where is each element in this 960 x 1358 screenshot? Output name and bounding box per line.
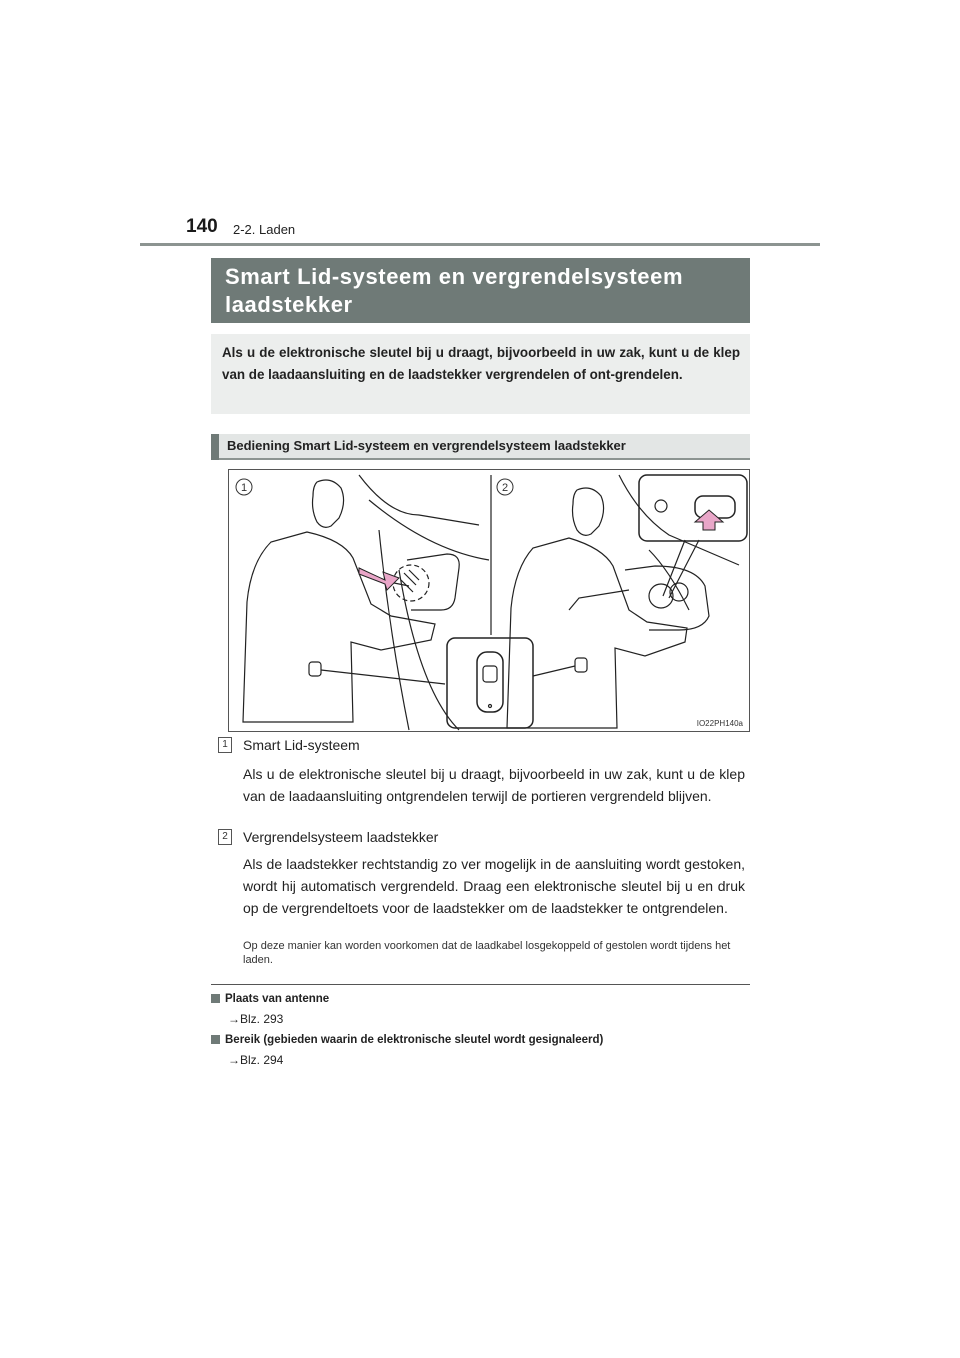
note-range-ref[interactable]: →Blz. 294 (228, 1053, 284, 1067)
note-range-title-text: Bereik (gebieden waarin de elektronische sleutel wordt gesignaleerd) (225, 1034, 604, 1046)
item-title-2: Vergrendelsysteem laadstekker (243, 829, 439, 845)
section-title: Smart Lid-systeem en vergrendelsysteem laadstekker (225, 264, 684, 317)
charging-port-right (625, 566, 709, 630)
note-antenna-title-text: Plaats van antenne (225, 993, 330, 1005)
panel-label-2: 2 (501, 482, 509, 494)
note-antenna-title (211, 993, 329, 1005)
lid-touch-circle (393, 565, 429, 601)
note-range-title (211, 1034, 603, 1046)
key-fob-small-left (309, 662, 321, 676)
item-body-2: Als de laadstekker rechtstandig zo ver mogelijk in de aansluiting wordt gestoken, wordt hij automatisch vergrendeld. Draag een elektronische sleutel bij u en druk op de vergrendeltoets voor de laadstekker om de laadstekker te ontgrendelen. (243, 856, 745, 916)
section-label: 2-2. Laden (233, 222, 296, 237)
note-bullet-icon (211, 994, 220, 1003)
intro-text: Als u de elektronische sleutel bij u draagt, bijvoorbeeld in uw zak, kunt u de klep van de laadaansluiting en de laadstekker vergrendelen of ont-grendelen. (222, 345, 740, 382)
page-number: 140 (186, 216, 218, 237)
illustration-code: IO22PH140a (696, 719, 743, 728)
subsection-header (211, 434, 750, 460)
section-title-box (211, 258, 750, 323)
note-bullet-icon (211, 1035, 220, 1044)
header-rule (140, 243, 820, 246)
item-body-1: Als u de elektronische sleutel bij u draagt, bijvoorbeeld in uw zak, kunt u de klep van de laadaansluiting ontgrendelen terwijl de portieren vergrendeld blijven. (243, 766, 745, 804)
press-arrow-right (695, 510, 723, 530)
note-antenna-ref[interactable]: →Blz. 293 (228, 1012, 284, 1026)
person-head-right (573, 488, 604, 535)
panel-label-1: 1 (240, 482, 248, 494)
page-header (0, 0, 960, 250)
illustration (228, 469, 750, 732)
item-title-1: Smart Lid-systeem (243, 737, 360, 753)
notes-divider (211, 984, 750, 985)
car-body-left (359, 475, 479, 525)
illustration-drawing (229, 470, 751, 733)
intro-box (211, 334, 750, 414)
person-head-left (313, 480, 344, 527)
subsection-bar (211, 434, 219, 460)
item-number-2: 2 (218, 829, 232, 845)
subsection-title: Bediening Smart Lid-systeem en vergrendelsysteem laadstekker (227, 438, 626, 453)
person-body-left (243, 532, 435, 722)
item-number-1: 1 (218, 737, 232, 753)
item-note-2: Op deze manier kan worden voorkomen dat de laadkabel losgekoppeld of gestolen wordt tijdens het laden. (243, 940, 731, 966)
key-fob-small-right (575, 658, 587, 672)
charging-lid-left (407, 554, 459, 610)
